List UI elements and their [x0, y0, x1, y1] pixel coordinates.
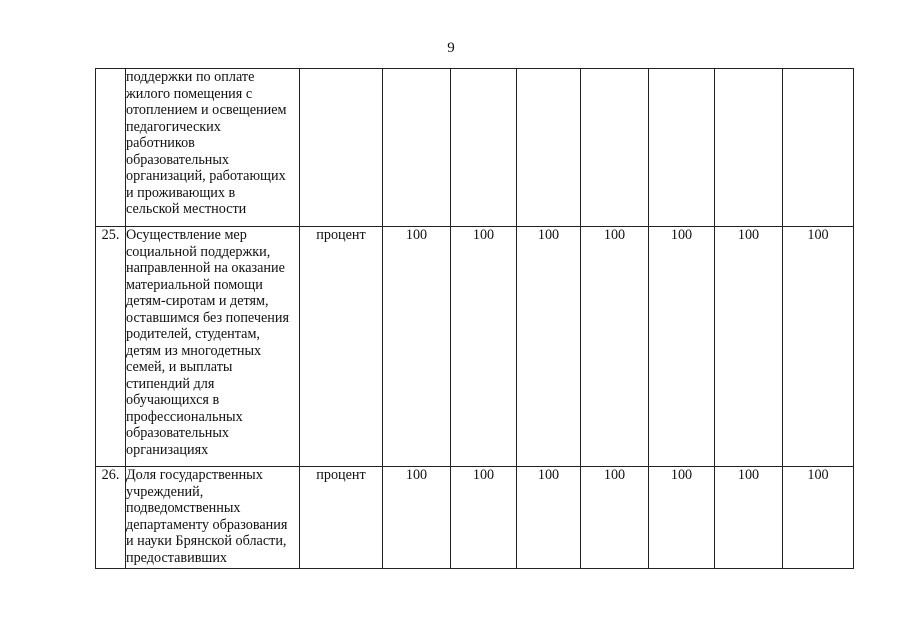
- indicator-name-line: и проживающих в: [126, 184, 236, 201]
- value-cell: 100: [581, 467, 649, 569]
- row-number: 25.: [96, 227, 126, 467]
- value-cell: 100: [715, 227, 783, 467]
- value-cell: [383, 69, 451, 227]
- value-cell: [715, 69, 783, 227]
- row-number: [96, 69, 126, 227]
- value-cell: 100: [517, 227, 581, 467]
- indicator-name-line: материальной помощи: [126, 276, 263, 293]
- value-cell: [581, 69, 649, 227]
- unit-cell: [300, 69, 383, 227]
- indicator-name-line: сельской местности: [126, 201, 247, 217]
- indicator-name-line: стипендий для: [126, 375, 215, 392]
- indicator-name-line: родителей, студентам,: [126, 326, 260, 342]
- value-cell: 100: [783, 227, 854, 467]
- value-cell: [783, 69, 854, 227]
- indicator-name: [126, 467, 300, 569]
- indicator-name-line: обучающихся в: [126, 392, 220, 408]
- indicator-name-line: работников: [126, 135, 195, 151]
- indicator-name-line: семей, и выплаты: [126, 359, 233, 375]
- row-number: 26.: [96, 467, 126, 569]
- indicator-name-line: социальной поддержки,: [126, 243, 271, 260]
- value-cell: [517, 69, 581, 227]
- unit-cell: процент: [300, 467, 383, 569]
- value-cell: 100: [451, 467, 517, 569]
- indicator-name: [126, 69, 300, 227]
- indicator-name-line: детям из многодетных: [126, 342, 262, 359]
- indicator-name-line: Осуществление мер: [126, 227, 247, 243]
- indicator-name-line: и науки Брянской области,: [126, 533, 287, 549]
- indicator-name-line: детям-сиротам и детям,: [126, 293, 269, 309]
- value-cell: 100: [649, 467, 715, 569]
- table-row: [96, 227, 854, 467]
- value-cell: 100: [783, 467, 854, 569]
- indicator-name-line: образовательных: [126, 151, 230, 168]
- value-cell: [451, 69, 517, 227]
- indicator-name-line: подведомственных: [126, 500, 241, 516]
- indicator-name-line: направленной на оказание: [126, 260, 285, 276]
- table-row: [96, 69, 854, 227]
- indicator-name-line: профессиональных: [126, 408, 243, 425]
- indicator-name-line: организаций, работающих: [126, 168, 286, 184]
- indicator-name-line: департаменту образования: [126, 516, 288, 533]
- indicator-name: [126, 227, 300, 467]
- indicator-name-line: учреждений,: [126, 483, 204, 500]
- indicator-name-line: предоставивших: [126, 549, 228, 566]
- indicator-name-line: педагогических: [126, 118, 221, 135]
- page-number: 9: [447, 40, 455, 56]
- value-cell: 100: [451, 227, 517, 467]
- indicator-name-line: отоплением и освещением: [126, 102, 287, 118]
- value-cell: 100: [715, 467, 783, 569]
- indicator-name-line: образовательных: [126, 425, 230, 441]
- value-cell: 100: [649, 227, 715, 467]
- table-row: [96, 467, 854, 569]
- value-cell: 100: [581, 227, 649, 467]
- indicator-name-line: жилого помещения с: [126, 85, 253, 102]
- indicator-name-line: организациях: [126, 441, 209, 458]
- value-cell: 100: [383, 467, 451, 569]
- indicator-name-line: оставшимся без попечения: [126, 309, 289, 326]
- value-cell: [649, 69, 715, 227]
- indicator-name-line: поддержки по оплате: [126, 69, 255, 85]
- value-cell: 100: [517, 467, 581, 569]
- indicators-table: [95, 68, 854, 569]
- unit-cell: процент: [300, 227, 383, 467]
- value-cell: 100: [383, 227, 451, 467]
- indicator-name-line: Доля государственных: [126, 467, 263, 483]
